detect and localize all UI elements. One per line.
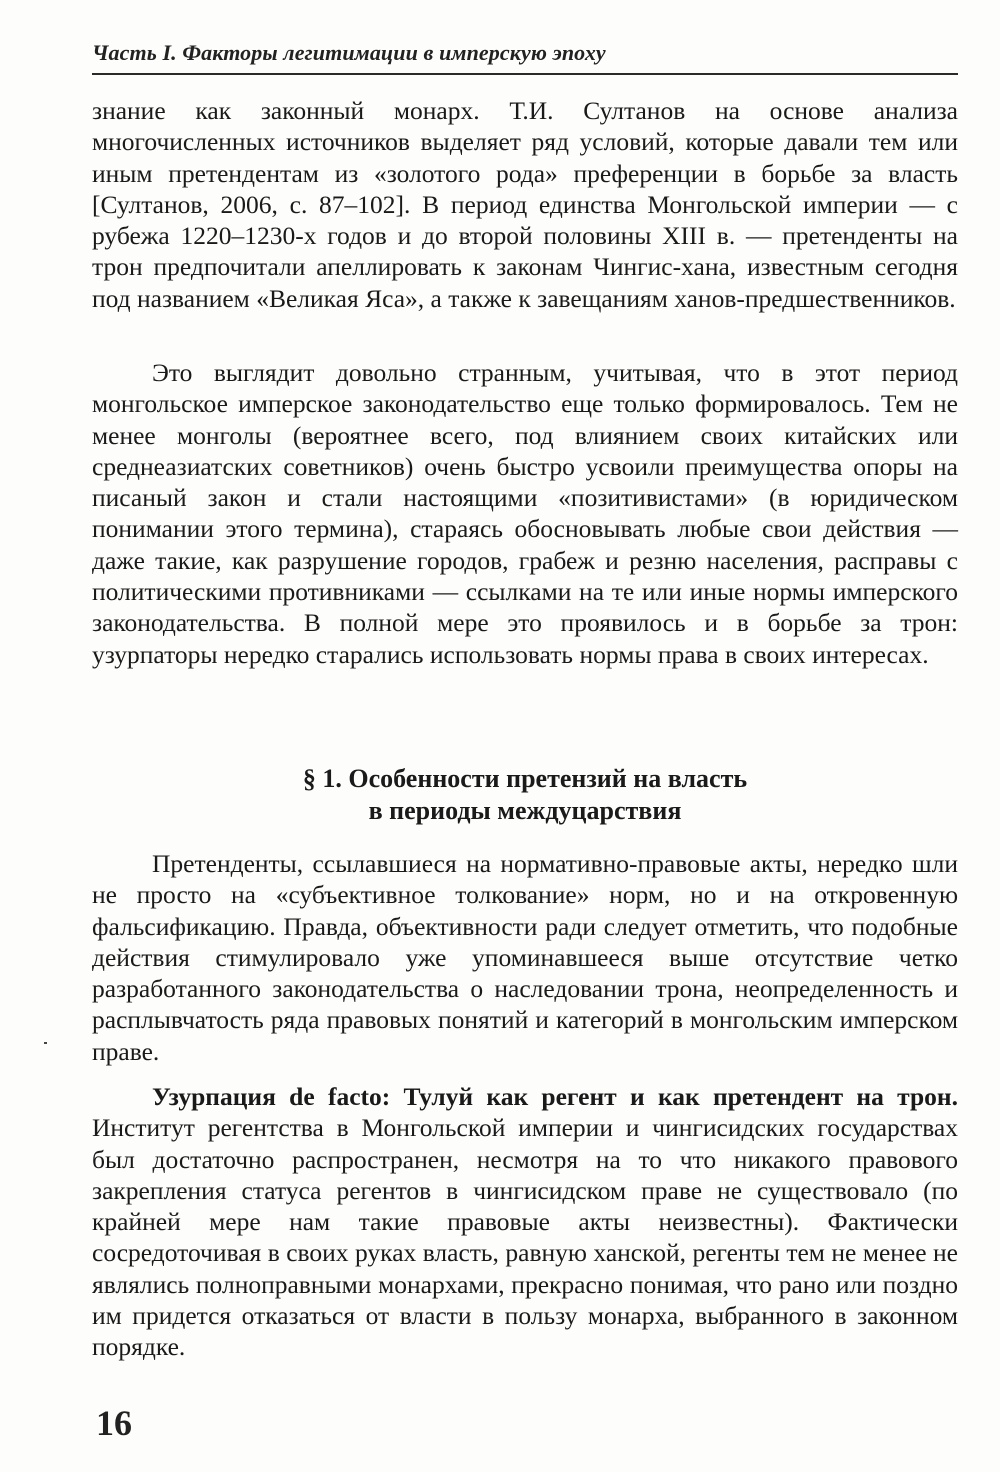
section-heading-line-2: в периоды междуцарствия xyxy=(368,796,682,825)
section-heading xyxy=(92,763,958,827)
paragraph-4-text: Институт регентства в Монгольской империи и чингисидских государствах был достаточно распространен, несмотря на то что никакого правового закрепления статуса регентов в чингисидском праве не существовало (по крайней мере нам такие правовые акты неизвестны). Фактически сосредоточивая в своих руках власть, равную ханской, регенты тем не менее не являлись полноправными монархами, прекрасно понимая, что рано или поздно им придется отказаться от власти в пользу монарха, выбранного в законном порядке. xyxy=(92,1113,958,1362)
body-paragraph-4 xyxy=(92,1081,958,1363)
page-number: 16 xyxy=(96,1403,132,1443)
margin-speck xyxy=(44,1042,47,1044)
body-paragraph-3: Претенденты, ссылавшиеся на нормативно-правовые акты, нередко шли не просто на «субъективное толкование» норм, но и на откровенную фальсификацию. Правда, объективности ради следует отметить, что подобные действия стимулировало уже упоминавшееся выше отсутствие четко разработанного законодательства о наследовании трона, неопределенность и расплывчатость ряда правовых понятий и категорий в монгольским имперском праве. xyxy=(92,849,958,1066)
body-paragraph-1: знание как законный монарх. Т.И. Султанов на основе анализа многочисленных источников выделяет ряд условий, которые давали тем или иным претендентам из «золотого рода» преференции в борьбе за власть [Султанов, 2006, с. 87–102]. В период единства Монгольской империи — с рубежа 1220–1230-х годов и до второй половины XIII в. — претенденты на трон предпочитали апеллировать к законам Чингис-хана, известным сегодня под названием «Великая Яса», а также к завещаниям ханов-предшественников. xyxy=(92,96,958,313)
body-paragraph-2: Это выглядит довольно странным, учитывая, что в этот период монгольское имперское законодательство еще только формировалось. Тем не менее монголы (вероятнее всего, под влиянием своих китайских или среднеазиатских советников) очень быстро усвоили преимущества опоры на писаный закон и стали настоящими «позитивистами» (в юридическом понимании этого термина), стараясь обосновывать любые свои действия — даже такие, как разрушение городов, грабеж и резню населения, расправы с политическими противниками — ссылками на те или иные нормы имперского законодательства. В полной мере это проявилось и в борьбе за трон: узурпаторы нередко старались использовать нормы права в своих интересах. xyxy=(92,358,958,669)
running-header: Часть I. Факторы легитимации в имперскую эпоху xyxy=(92,40,606,65)
run-in-heading: Узурпация de facto: Тулуй как регент и как претендент на трон. xyxy=(152,1082,958,1111)
section-heading-line-1: § 1. Особенности претензий на власть xyxy=(302,764,748,793)
header-rule xyxy=(92,73,958,75)
